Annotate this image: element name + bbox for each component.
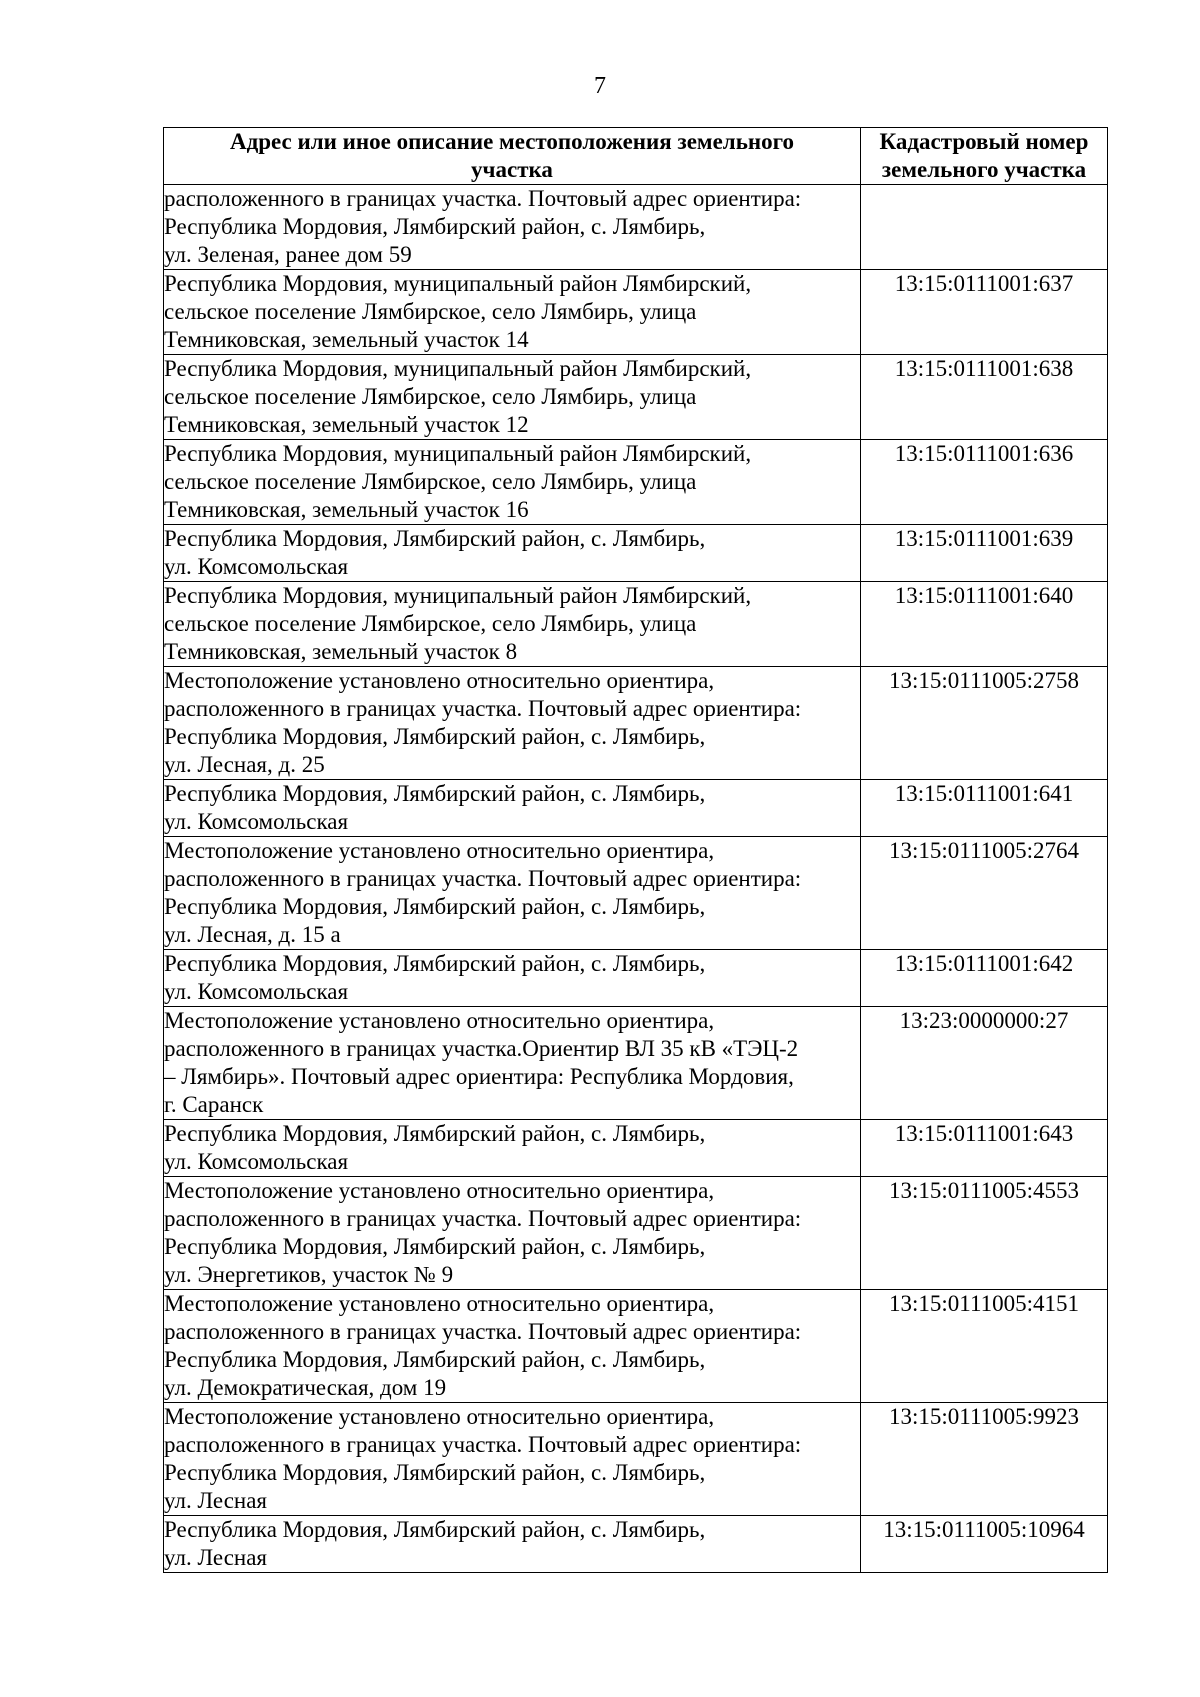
address-cell bbox=[164, 1120, 861, 1177]
address-line: Республика Мордовия, Лямбирский район, с. Лямбирь, bbox=[164, 1460, 706, 1485]
address-cell bbox=[164, 582, 861, 667]
table-header-row bbox=[164, 128, 1108, 185]
cadastral-number-cell: 13:15:0111005:9923 bbox=[861, 1403, 1108, 1516]
cadastral-number-cell: 13:15:0111001:637 bbox=[861, 270, 1108, 355]
table-row bbox=[164, 1290, 1108, 1403]
table-row bbox=[164, 440, 1108, 525]
address-line: сельское поселение Лямбирское, село Лямбирь, улица bbox=[164, 611, 697, 636]
address-cell bbox=[164, 525, 861, 582]
address-cell bbox=[164, 667, 861, 780]
cadastral-number-cell: 13:23:0000000:27 bbox=[861, 1007, 1108, 1120]
address-line: Республика Мордовия, муниципальный район Лямбирский, bbox=[164, 271, 752, 296]
address-cell bbox=[164, 185, 861, 270]
table-row bbox=[164, 270, 1108, 355]
address-line: Республика Мордовия, муниципальный район Лямбирский, bbox=[164, 441, 752, 466]
address-line: Местоположение установлено относительно ориентира, bbox=[164, 1008, 715, 1033]
address-line: Республика Мордовия, Лямбирский район, с. Лямбирь, bbox=[164, 1517, 706, 1542]
address-line: Местоположение установлено относительно ориентира, bbox=[164, 838, 715, 863]
address-cell bbox=[164, 1007, 861, 1120]
table-row bbox=[164, 1403, 1108, 1516]
address-line: г. Саранск bbox=[164, 1092, 264, 1117]
land-plots-table bbox=[163, 127, 1108, 1573]
address-cell bbox=[164, 1516, 861, 1573]
table-row bbox=[164, 1007, 1108, 1120]
address-line: ул. Лесная bbox=[164, 1545, 267, 1570]
address-line: расположенного в границах участка. Почтовый адрес ориентира: bbox=[164, 186, 802, 211]
address-line: Республика Мордовия, муниципальный район Лямбирский, bbox=[164, 356, 752, 381]
address-line: расположенного в границах участка. Почтовый адрес ориентира: bbox=[164, 1432, 802, 1457]
address-line: Темниковская, земельный участок 8 bbox=[164, 639, 518, 664]
table-row bbox=[164, 1516, 1108, 1573]
cadastral-number-cell bbox=[861, 185, 1108, 270]
address-line: ул. Лесная bbox=[164, 1488, 267, 1513]
cadastral-number-cell: 13:15:0111005:4151 bbox=[861, 1290, 1108, 1403]
address-cell bbox=[164, 355, 861, 440]
address-line: сельское поселение Лямбирское, село Лямбирь, улица bbox=[164, 384, 697, 409]
address-cell bbox=[164, 1177, 861, 1290]
address-line: расположенного в границах участка. Почтовый адрес ориентира: bbox=[164, 696, 802, 721]
address-line: ул. Энергетиков, участок № 9 bbox=[164, 1262, 454, 1287]
cadastral-number-cell: 13:15:0111001:639 bbox=[861, 525, 1108, 582]
address-line: Республика Мордовия, Лямбирский район, с. Лямбирь, bbox=[164, 214, 706, 239]
address-line: расположенного в границах участка. Почтовый адрес ориентира: bbox=[164, 866, 802, 891]
address-line: ул. Зеленая, ранее дом 59 bbox=[164, 242, 412, 267]
address-line: Республика Мордовия, Лямбирский район, с. Лямбирь, bbox=[164, 894, 706, 919]
address-line: Республика Мордовия, Лямбирский район, с. Лямбирь, bbox=[164, 526, 706, 551]
table-row bbox=[164, 185, 1108, 270]
cadastral-number-cell: 13:15:0111001:641 bbox=[861, 780, 1108, 837]
address-cell bbox=[164, 1403, 861, 1516]
table-row bbox=[164, 582, 1108, 667]
cadastral-number-cell: 13:15:0111005:2764 bbox=[861, 837, 1108, 950]
header-address-line: участка bbox=[471, 157, 553, 182]
address-cell bbox=[164, 950, 861, 1007]
cadastral-number-cell: 13:15:0111001:642 bbox=[861, 950, 1108, 1007]
address-line: Республика Мордовия, муниципальный район Лямбирский, bbox=[164, 583, 752, 608]
table-row bbox=[164, 950, 1108, 1007]
address-line: – Лямбирь». Почтовый адрес ориентира: Республика Мордовия, bbox=[164, 1064, 794, 1089]
address-line: Темниковская, земельный участок 14 bbox=[164, 327, 529, 352]
address-line: расположенного в границах участка.Ориентир ВЛ 35 кВ «ТЭЦ-2 bbox=[164, 1036, 799, 1061]
address-cell bbox=[164, 270, 861, 355]
address-line: ул. Комсомольская bbox=[164, 554, 349, 579]
address-line: Местоположение установлено относительно ориентира, bbox=[164, 668, 715, 693]
address-cell bbox=[164, 780, 861, 837]
cadastral-number-cell: 13:15:0111001:638 bbox=[861, 355, 1108, 440]
header-cadastral-line: земельного участка bbox=[881, 157, 1087, 182]
address-line: ул. Лесная, д. 15 а bbox=[164, 922, 341, 947]
cadastral-number-cell: 13:15:0111001:636 bbox=[861, 440, 1108, 525]
address-line: Республика Мордовия, Лямбирский район, с. Лямбирь, bbox=[164, 1347, 706, 1372]
table-row bbox=[164, 355, 1108, 440]
address-line: Республика Мордовия, Лямбирский район, с. Лямбирь, bbox=[164, 951, 706, 976]
table-row bbox=[164, 525, 1108, 582]
address-line: Местоположение установлено относительно ориентира, bbox=[164, 1404, 715, 1429]
header-address bbox=[164, 128, 861, 185]
address-line: Темниковская, земельный участок 12 bbox=[164, 412, 529, 437]
address-line: сельское поселение Лямбирское, село Лямбирь, улица bbox=[164, 469, 697, 494]
address-line: Местоположение установлено относительно ориентира, bbox=[164, 1291, 715, 1316]
cadastral-number-cell: 13:15:0111001:643 bbox=[861, 1120, 1108, 1177]
header-cadastral bbox=[861, 128, 1108, 185]
address-line: сельское поселение Лямбирское, село Лямбирь, улица bbox=[164, 299, 697, 324]
address-line: Республика Мордовия, Лямбирский район, с. Лямбирь, bbox=[164, 1234, 706, 1259]
cadastral-number-cell: 13:15:0111005:2758 bbox=[861, 667, 1108, 780]
address-cell bbox=[164, 1290, 861, 1403]
address-line: ул. Демократическая, дом 19 bbox=[164, 1375, 447, 1400]
address-cell bbox=[164, 440, 861, 525]
address-line: ул. Комсомольская bbox=[164, 979, 349, 1004]
address-line: расположенного в границах участка. Почтовый адрес ориентира: bbox=[164, 1206, 802, 1231]
header-address-line: Адрес или иное описание местоположения земельного bbox=[230, 129, 794, 154]
address-line: расположенного в границах участка. Почтовый адрес ориентира: bbox=[164, 1319, 802, 1344]
address-line: Республика Мордовия, Лямбирский район, с. Лямбирь, bbox=[164, 1121, 706, 1146]
address-line: Темниковская, земельный участок 16 bbox=[164, 497, 529, 522]
header-cadastral-line: Кадастровый номер bbox=[879, 129, 1089, 154]
table-row bbox=[164, 1120, 1108, 1177]
address-line: ул. Комсомольская bbox=[164, 1149, 349, 1174]
page-number: 7 bbox=[594, 73, 606, 99]
cadastral-number-cell: 13:15:0111005:4553 bbox=[861, 1177, 1108, 1290]
address-line: ул. Лесная, д. 25 bbox=[164, 752, 325, 777]
table-row bbox=[164, 780, 1108, 837]
table-row bbox=[164, 1177, 1108, 1290]
table-row bbox=[164, 667, 1108, 780]
address-line: Республика Мордовия, Лямбирский район, с. Лямбирь, bbox=[164, 781, 706, 806]
table-row bbox=[164, 837, 1108, 950]
cadastral-number-cell: 13:15:0111005:10964 bbox=[861, 1516, 1108, 1573]
address-cell bbox=[164, 837, 861, 950]
address-line: ул. Комсомольская bbox=[164, 809, 349, 834]
address-line: Местоположение установлено относительно ориентира, bbox=[164, 1178, 715, 1203]
address-line: Республика Мордовия, Лямбирский район, с. Лямбирь, bbox=[164, 724, 706, 749]
cadastral-number-cell: 13:15:0111001:640 bbox=[861, 582, 1108, 667]
table-body bbox=[164, 185, 1108, 1573]
